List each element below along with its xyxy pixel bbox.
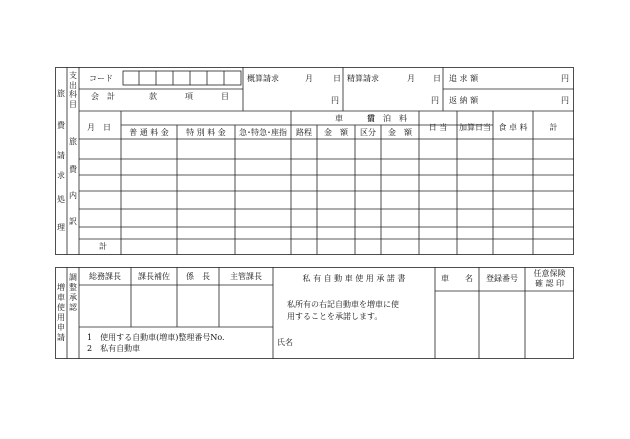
gaisan-yen: 円	[331, 96, 339, 105]
gaisan-seikyu-label: 概算請求	[247, 74, 279, 83]
seisan-yen: 円	[431, 96, 439, 105]
lodging-header: 宿 泊 料	[367, 114, 407, 123]
fare-header: 車 賃	[335, 114, 375, 123]
extra-vehicle-request-form	[55, 267, 574, 359]
approver-section-head: 係 長	[186, 272, 210, 281]
travel-expense-grid	[55, 67, 574, 255]
daily-allowance-header: 日 当	[428, 123, 448, 132]
tsuikyu-yen: 円	[561, 74, 569, 83]
expense-category-label: 支出科目	[69, 71, 77, 109]
note-vehicle-number: 1 使用する自動車(増車)整理番号No.	[87, 333, 225, 342]
code-label: コード	[89, 74, 113, 83]
approver-general-affairs-chief: 総務課長	[89, 272, 121, 281]
breakdown-char: 訳	[69, 217, 77, 226]
total-row-label: 計	[99, 242, 107, 251]
breakdown-char: 費	[69, 165, 77, 174]
kaikei-label: 会 計	[91, 92, 115, 101]
meal-fee-header: 食 卓 料	[498, 123, 528, 132]
tsuikyu-label: 追 求 額	[449, 74, 479, 83]
breakdown-char: 旅	[69, 137, 77, 146]
approver-managing-chief: 主管課長	[230, 272, 262, 281]
kou-label: 項	[185, 92, 193, 101]
date-column-header: 月 日	[87, 123, 111, 132]
special-fare-header: 特 別 料 金	[186, 128, 226, 137]
henno-yen: 円	[561, 96, 569, 105]
consent-body-line2: 用することを承諾します。	[287, 312, 383, 321]
total-column-header: 計	[549, 123, 558, 132]
seisan-month: 月	[407, 74, 415, 83]
class-header: 区分	[360, 128, 376, 137]
gaisan-month: 月	[305, 74, 313, 83]
side-title-char: 旅	[57, 89, 65, 98]
confirmation-seal-header: 確 認 印	[534, 279, 565, 288]
private-car-consent-title: 私 有 自 動 車 使 用 承 諾 書	[302, 274, 406, 283]
gaisan-day: 日	[333, 74, 341, 83]
extra-allowance-header: 加算日当	[459, 123, 491, 132]
kan-label: 款	[149, 92, 157, 101]
side-title-char: 費	[57, 121, 65, 130]
lodging-amount-header: 金 額	[388, 128, 412, 137]
seisan-day: 日	[433, 74, 441, 83]
distance-header: 路程	[296, 128, 312, 137]
normal-fare-header: 普 通 料 金	[129, 128, 169, 137]
form2-side-title: 増車使用申請	[57, 283, 65, 342]
fare-amount-header: 金 額	[324, 128, 348, 137]
car-name-header: 車 名	[441, 274, 473, 283]
note-private-vehicle: 2 私有自動車	[87, 344, 141, 353]
seisan-seikyu-label: 精算請求	[347, 74, 379, 83]
henno-label: 返 納 額	[449, 96, 479, 105]
side-title-char: 処	[57, 195, 65, 204]
insurance-header: 任意保険	[533, 269, 566, 278]
registration-number-header: 登録番号	[486, 274, 518, 283]
breakdown-char: 内	[69, 191, 77, 200]
side-title-char: 理	[57, 223, 65, 232]
consent-body-line1: 私所有の右記自動車を増車に使	[287, 300, 399, 309]
adjust-approve-label: 調整承認	[69, 273, 77, 312]
moku-label: 目	[221, 92, 229, 101]
name-label: 氏名	[277, 338, 293, 347]
travel-expense-form	[55, 67, 574, 255]
express-header: 急･特急･座指	[239, 128, 287, 137]
side-title-char: 請	[57, 151, 65, 160]
approver-deputy-chief: 課長補佐	[138, 272, 170, 281]
side-title-char: 求	[57, 171, 65, 180]
